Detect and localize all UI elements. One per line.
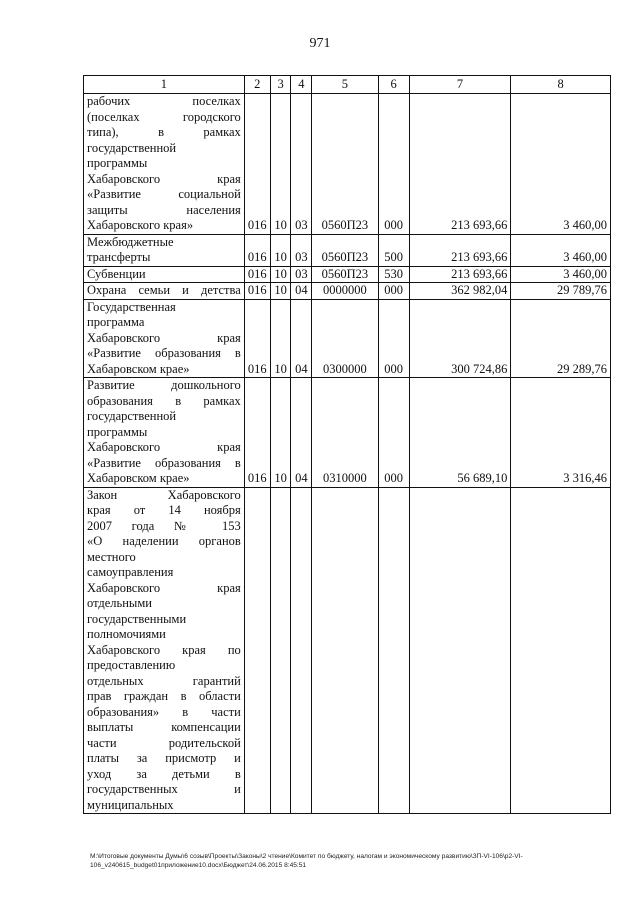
target-article-cell: [312, 487, 378, 814]
subsection-code-cell: 03: [291, 266, 312, 283]
expense-type-cell: 500: [378, 234, 409, 266]
subsection-code-cell: 04: [291, 283, 312, 300]
item-name-line: государственной: [87, 140, 177, 155]
item-name-line: «О наделении органов: [87, 534, 241, 548]
header-cell-7: 7: [409, 76, 511, 94]
section-code-cell: 10: [270, 299, 291, 378]
item-name-line: самоуправления: [87, 565, 174, 579]
item-name-line: государственных и: [87, 782, 241, 796]
item-name-line: Охрана семьи и детства: [87, 283, 241, 297]
chapter-code-cell: 016: [244, 234, 270, 266]
target-article-cell: 0310000: [312, 378, 378, 488]
item-name-line: отдельными: [87, 596, 152, 610]
item-name-line: программы: [87, 156, 148, 170]
section-code-cell: 10: [270, 283, 291, 300]
item-name-line: программы: [87, 424, 148, 439]
item-name-line: рабочих поселках: [87, 94, 241, 108]
item-name-cell: [84, 283, 245, 300]
header-cell-8: 8: [511, 76, 611, 94]
subsection-code-cell: 03: [291, 234, 312, 266]
subsection-code-cell: 04: [291, 378, 312, 488]
total-amount-cell: 213 693,66: [409, 234, 511, 266]
table-row: [84, 378, 611, 488]
item-name-line: уход за детьми в: [87, 766, 241, 781]
subsection-code-cell: [291, 487, 312, 814]
chapter-code-cell: [244, 487, 270, 814]
item-name-line: государственной: [87, 409, 177, 423]
item-name-line: Хабаровском крае»: [87, 471, 190, 485]
item-name-line: «Развитие образования в: [87, 455, 241, 470]
section-code-cell: 10: [270, 234, 291, 266]
subvention-amount-cell: [511, 487, 611, 814]
item-name-line: Хабаровского края: [87, 440, 241, 454]
item-name-line: части родительской: [87, 735, 241, 750]
item-name-line: муниципальных: [87, 797, 174, 812]
item-name-line: полномочиями: [87, 627, 166, 641]
item-name-line: Хабаровского края: [87, 580, 241, 595]
total-amount-cell: [409, 487, 511, 814]
chapter-code-cell: 016: [244, 94, 270, 235]
item-name-line: Субвенции: [87, 266, 146, 281]
subvention-amount-cell: 29 789,76: [511, 283, 611, 300]
item-name-line: Межбюджетные: [87, 234, 174, 249]
item-name-line: Государственная: [87, 299, 176, 314]
item-name-line: края от 14 ноября: [87, 503, 241, 517]
total-amount-cell: 213 693,66: [409, 266, 511, 283]
header-row: [84, 76, 611, 94]
item-name-line: Закон Хабаровского: [87, 487, 241, 502]
subvention-amount-cell: 3 316,46: [511, 378, 611, 488]
item-name-cell: [84, 299, 245, 378]
table-row: [84, 94, 611, 235]
item-name-line: «Развитие образования в: [87, 346, 241, 360]
total-amount-cell: 300 724,86: [409, 299, 511, 378]
expense-type-cell: 000: [378, 378, 409, 488]
item-name-line: 2007 года № 153: [87, 518, 241, 533]
item-name-line: платы за присмотр и: [87, 751, 241, 765]
item-name-line: типа), в рамках: [87, 125, 241, 139]
item-name-line: Развитие дошкольного: [87, 378, 241, 392]
section-code-cell: [270, 487, 291, 814]
target-article-cell: 0000000: [312, 283, 378, 300]
header-cell-5: 5: [312, 76, 378, 94]
total-amount-cell: 213 693,66: [409, 94, 511, 235]
chapter-code-cell: 016: [244, 299, 270, 378]
target-article-cell: 0560П23: [312, 266, 378, 283]
item-name-line: прав граждан в области: [87, 689, 241, 703]
item-name-line: предоставлению: [87, 658, 176, 672]
chapter-code-cell: 016: [244, 266, 270, 283]
footer-line-1: М:\Итоговые документы Думы\6 созыв\Проекты\Законы\2 чтение\Комитет по бюджету, налогам и экономическому развитию\ЗП-VI-106\р2-VI-: [90, 853, 523, 860]
expense-type-cell: 000: [378, 94, 409, 235]
section-code-cell: 10: [270, 266, 291, 283]
subsection-code-cell: 03: [291, 94, 312, 235]
target-article-cell: 0560П23: [312, 94, 378, 235]
subvention-amount-cell: 3 460,00: [511, 234, 611, 266]
file-path-footer: [90, 853, 620, 870]
item-name-cell: [84, 266, 245, 283]
item-name-cell: [84, 234, 245, 266]
header-cell-4: 4: [291, 76, 312, 94]
item-name-line: защиты населения: [87, 202, 241, 217]
chapter-code-cell: 016: [244, 378, 270, 488]
item-name-cell: [84, 94, 245, 235]
item-name-cell: [84, 378, 245, 488]
item-name-line: образования в рамках: [87, 393, 241, 408]
header-cell-1: 1: [84, 76, 245, 94]
footer-line-2: 106_v240615_budget01приложение10.docx\Бюджет\24.06.2015 8:45:51: [90, 861, 307, 869]
item-name-cell: [84, 487, 245, 814]
item-name-line: «Развитие социальной: [87, 187, 241, 201]
target-article-cell: 0560П23: [312, 234, 378, 266]
subvention-amount-cell: 29 289,76: [511, 299, 611, 378]
chapter-code-cell: 016: [244, 283, 270, 300]
expense-type-cell: 000: [378, 299, 409, 378]
expense-type-cell: 530: [378, 266, 409, 283]
item-name-line: Хабаровского края: [87, 330, 241, 345]
table-row: [84, 487, 611, 814]
subsection-code-cell: 04: [291, 299, 312, 378]
total-amount-cell: 56 689,10: [409, 378, 511, 488]
section-code-cell: 10: [270, 378, 291, 488]
table-row: [84, 299, 611, 378]
item-name-line: государственными: [87, 611, 187, 626]
header-cell-3: 3: [270, 76, 291, 94]
item-name-line: трансферты: [87, 250, 151, 264]
budget-table: [83, 75, 611, 814]
target-article-cell: 0300000: [312, 299, 378, 378]
table-row: [84, 283, 611, 300]
item-name-line: местного: [87, 549, 136, 564]
item-name-line: (поселках городского: [87, 109, 241, 124]
item-name-line: образования» в части: [87, 704, 241, 719]
table-row: [84, 266, 611, 283]
page-number: 971: [309, 36, 331, 51]
header-cell-6: 6: [378, 76, 409, 94]
item-name-line: Хабаровского края: [87, 171, 241, 186]
section-code-cell: 10: [270, 94, 291, 235]
subvention-amount-cell: 3 460,00: [511, 266, 611, 283]
item-name-line: Хабаровском крае»: [87, 361, 190, 376]
subvention-amount-cell: 3 460,00: [511, 94, 611, 235]
table-row: [84, 234, 611, 266]
header-cell-2: 2: [244, 76, 270, 94]
expense-type-cell: [378, 487, 409, 814]
expense-type-cell: 000: [378, 283, 409, 300]
item-name-line: программа: [87, 315, 145, 329]
item-name-line: Хабаровского края по: [87, 642, 241, 657]
total-amount-cell: 362 982,04: [409, 283, 511, 300]
item-name-line: Хабаровского края»: [87, 218, 194, 232]
item-name-line: отдельных гарантий: [87, 673, 241, 688]
item-name-line: выплаты компенсации: [87, 720, 241, 734]
